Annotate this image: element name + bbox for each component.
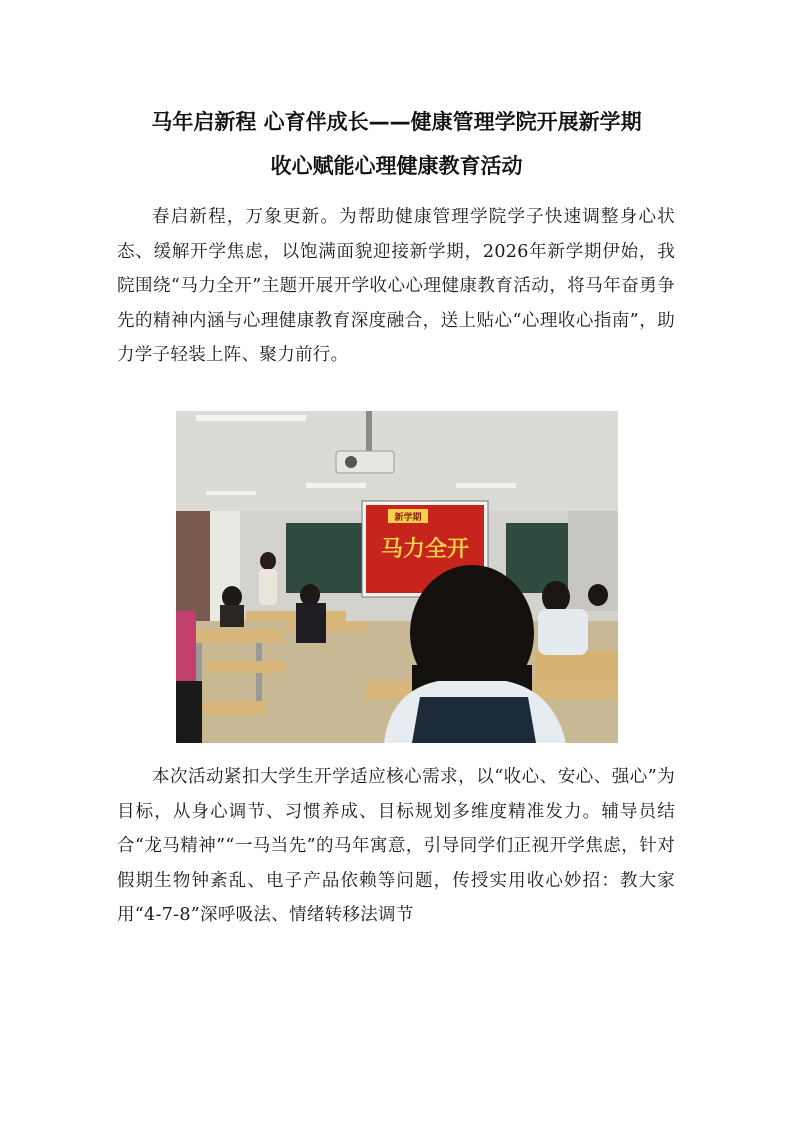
- paragraph-intro: 春启新程，万象更新。为帮助健康管理学院学子快速调整身心状态、缓解开学焦虑，以饱满面貌迎接新学期，2026年新学期伊始，我院围绕“马力全开”主题开展开学收心心理健康教育活动，将马年奋勇争先的精神内涵与心理健康教育深度融合，送上贴心“心理收心指南”，助力学子轻装上阵、聚力前行。: [117, 207, 675, 365]
- title-line-2: 收心赋能心理健康教育活动: [270, 154, 523, 178]
- article-title: [60, 100, 733, 188]
- classroom-photo: [176, 411, 618, 743]
- title-line-1: 马年启新程 心育伴成长——健康管理学院开展新学期: [151, 110, 642, 134]
- slide-text: 马力全开: [380, 536, 470, 562]
- paragraph-activity: 本次活动紧扣大学生开学适应核心需求，以“收心、安心、强心”为目标，从身心调节、习惯养成、目标规划多维度精准发力。辅导员结合“龙马精神”“一马当先”的马年寓意，引导同学们正视开学焦虑，针对假期生物钟紊乱、电子产品依赖等问题，传授实用收心妙招：教大家用“4-7-8”深呼吸法、情绪转移法调节: [117, 767, 675, 925]
- slide-heading: 新学期: [394, 513, 422, 523]
